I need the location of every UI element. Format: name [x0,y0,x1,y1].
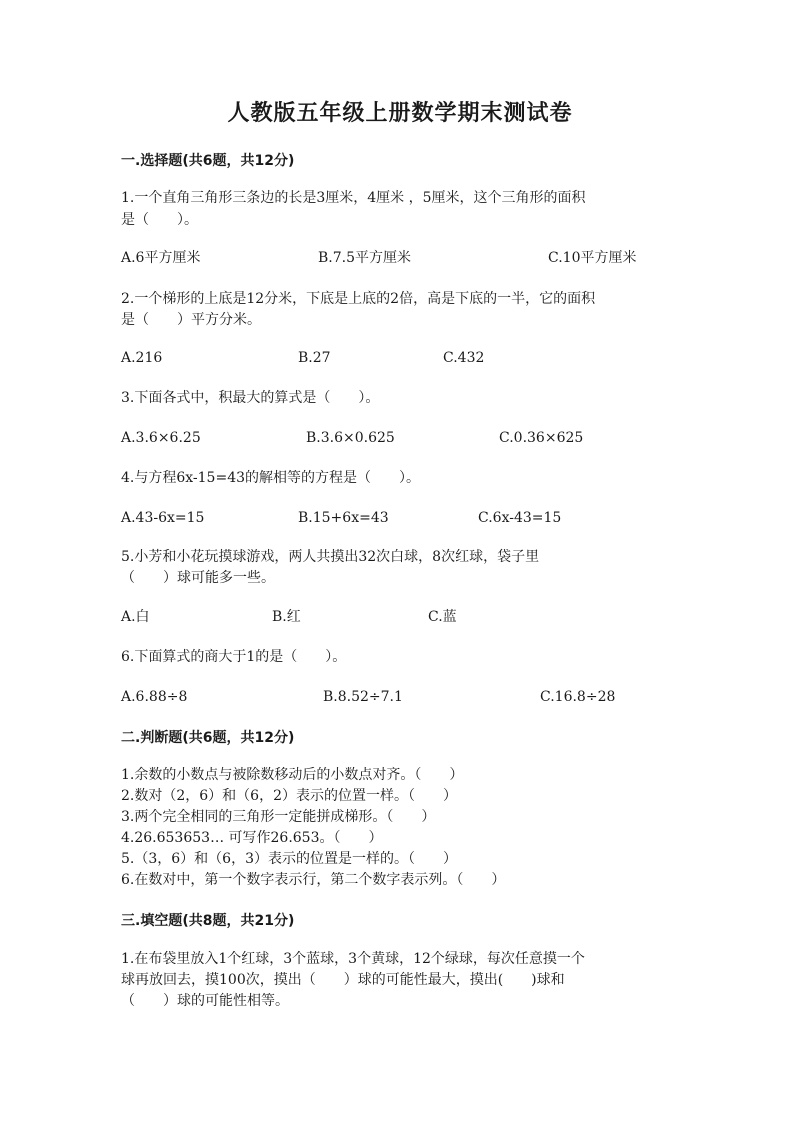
option-a: A.216 [121,350,163,366]
section-heading-choice: 一.选择题(共6题，共12分) [121,153,295,169]
option-c: C.蓝 [428,609,457,625]
option-a: A.6平方厘米 [121,250,201,266]
question-text: 2.一个梯形的上底是12分米，下底是上底的2倍，高是下底的一半，它的面积 [121,291,596,307]
option-c: C.432 [443,350,485,366]
judge-item: 6.在数对中，第一个数字表示行，第二个数字表示列。（ ） [121,872,506,888]
question-text: 4.与方程6x-15=43的解相等的方程是（ ）。 [121,470,421,486]
option-a: A.43-6x=15 [121,510,205,526]
question-text: （ ）球的可能性相等。 [121,993,289,1009]
option-b: B.红 [272,609,301,625]
option-row [0,687,800,707]
option-c: C.16.8÷28 [540,689,616,705]
option-row [0,348,800,368]
question-text: 是（ ）平方分米。 [121,312,261,328]
judge-item: 2.数对（2，6）和（6，2）表示的位置一样。（ ） [121,788,457,804]
judge-item: 4.26.653653… 可写作26.653。（ ） [121,830,383,846]
option-a: A.白 [121,609,150,625]
option-b: B.3.6×0.625 [306,430,395,446]
question-text: 6.下面算式的商大于1的是（ ）。 [121,649,347,665]
option-c: C.10平方厘米 [548,250,637,266]
judge-item: 3.两个完全相同的三角形一定能拼成梯形。（ ） [121,809,436,825]
option-b: B.27 [298,350,331,366]
question-text: 1.一个直角三角形三条边的长是3厘米，4厘米 ，5厘米，这个三角形的面积 [121,190,586,206]
judge-item: 1.余数的小数点与被除数移动后的小数点对齐。（ ） [121,767,464,783]
judge-item: 5.（3，6）和（6，3）表示的位置是一样的。（ ） [121,851,457,867]
question-text: 5.小芳和小花玩摸球游戏，两人共摸出32次白球，8次红球，袋子里 [121,549,540,565]
section-heading-fill: 三.填空题(共8题，共21分) [121,913,295,929]
option-row [0,428,800,448]
option-row [0,248,800,268]
option-a: A.3.6×6.25 [121,430,201,446]
page-title: 人教版五年级上册数学期末测试卷 [227,101,573,126]
option-b: B.7.5平方厘米 [318,250,412,266]
option-row [0,607,800,627]
option-b: B.15+6x=43 [298,510,389,526]
question-text: （ ）球可能多一些。 [121,570,275,586]
option-b: B.8.52÷7.1 [323,689,403,705]
option-row [0,508,800,528]
option-a: A.6.88÷8 [121,689,188,705]
option-c: C.0.36×625 [499,430,584,446]
option-c: C.6x-43=15 [478,510,562,526]
section-heading-judge: 二.判断题(共6题，共12分) [121,730,295,746]
question-text: 1.在布袋里放入1个红球，3个蓝球，3个黄球，12个绿球，每次任意摸一个 [121,951,585,967]
question-text: 是（ ）。 [121,212,198,228]
question-text: 3.下面各式中，积最大的算式是（ ）。 [121,390,380,406]
question-text: 球再放回去，摸100次，摸出（ ）球的可能性最大，摸出( )球和 [121,972,565,988]
